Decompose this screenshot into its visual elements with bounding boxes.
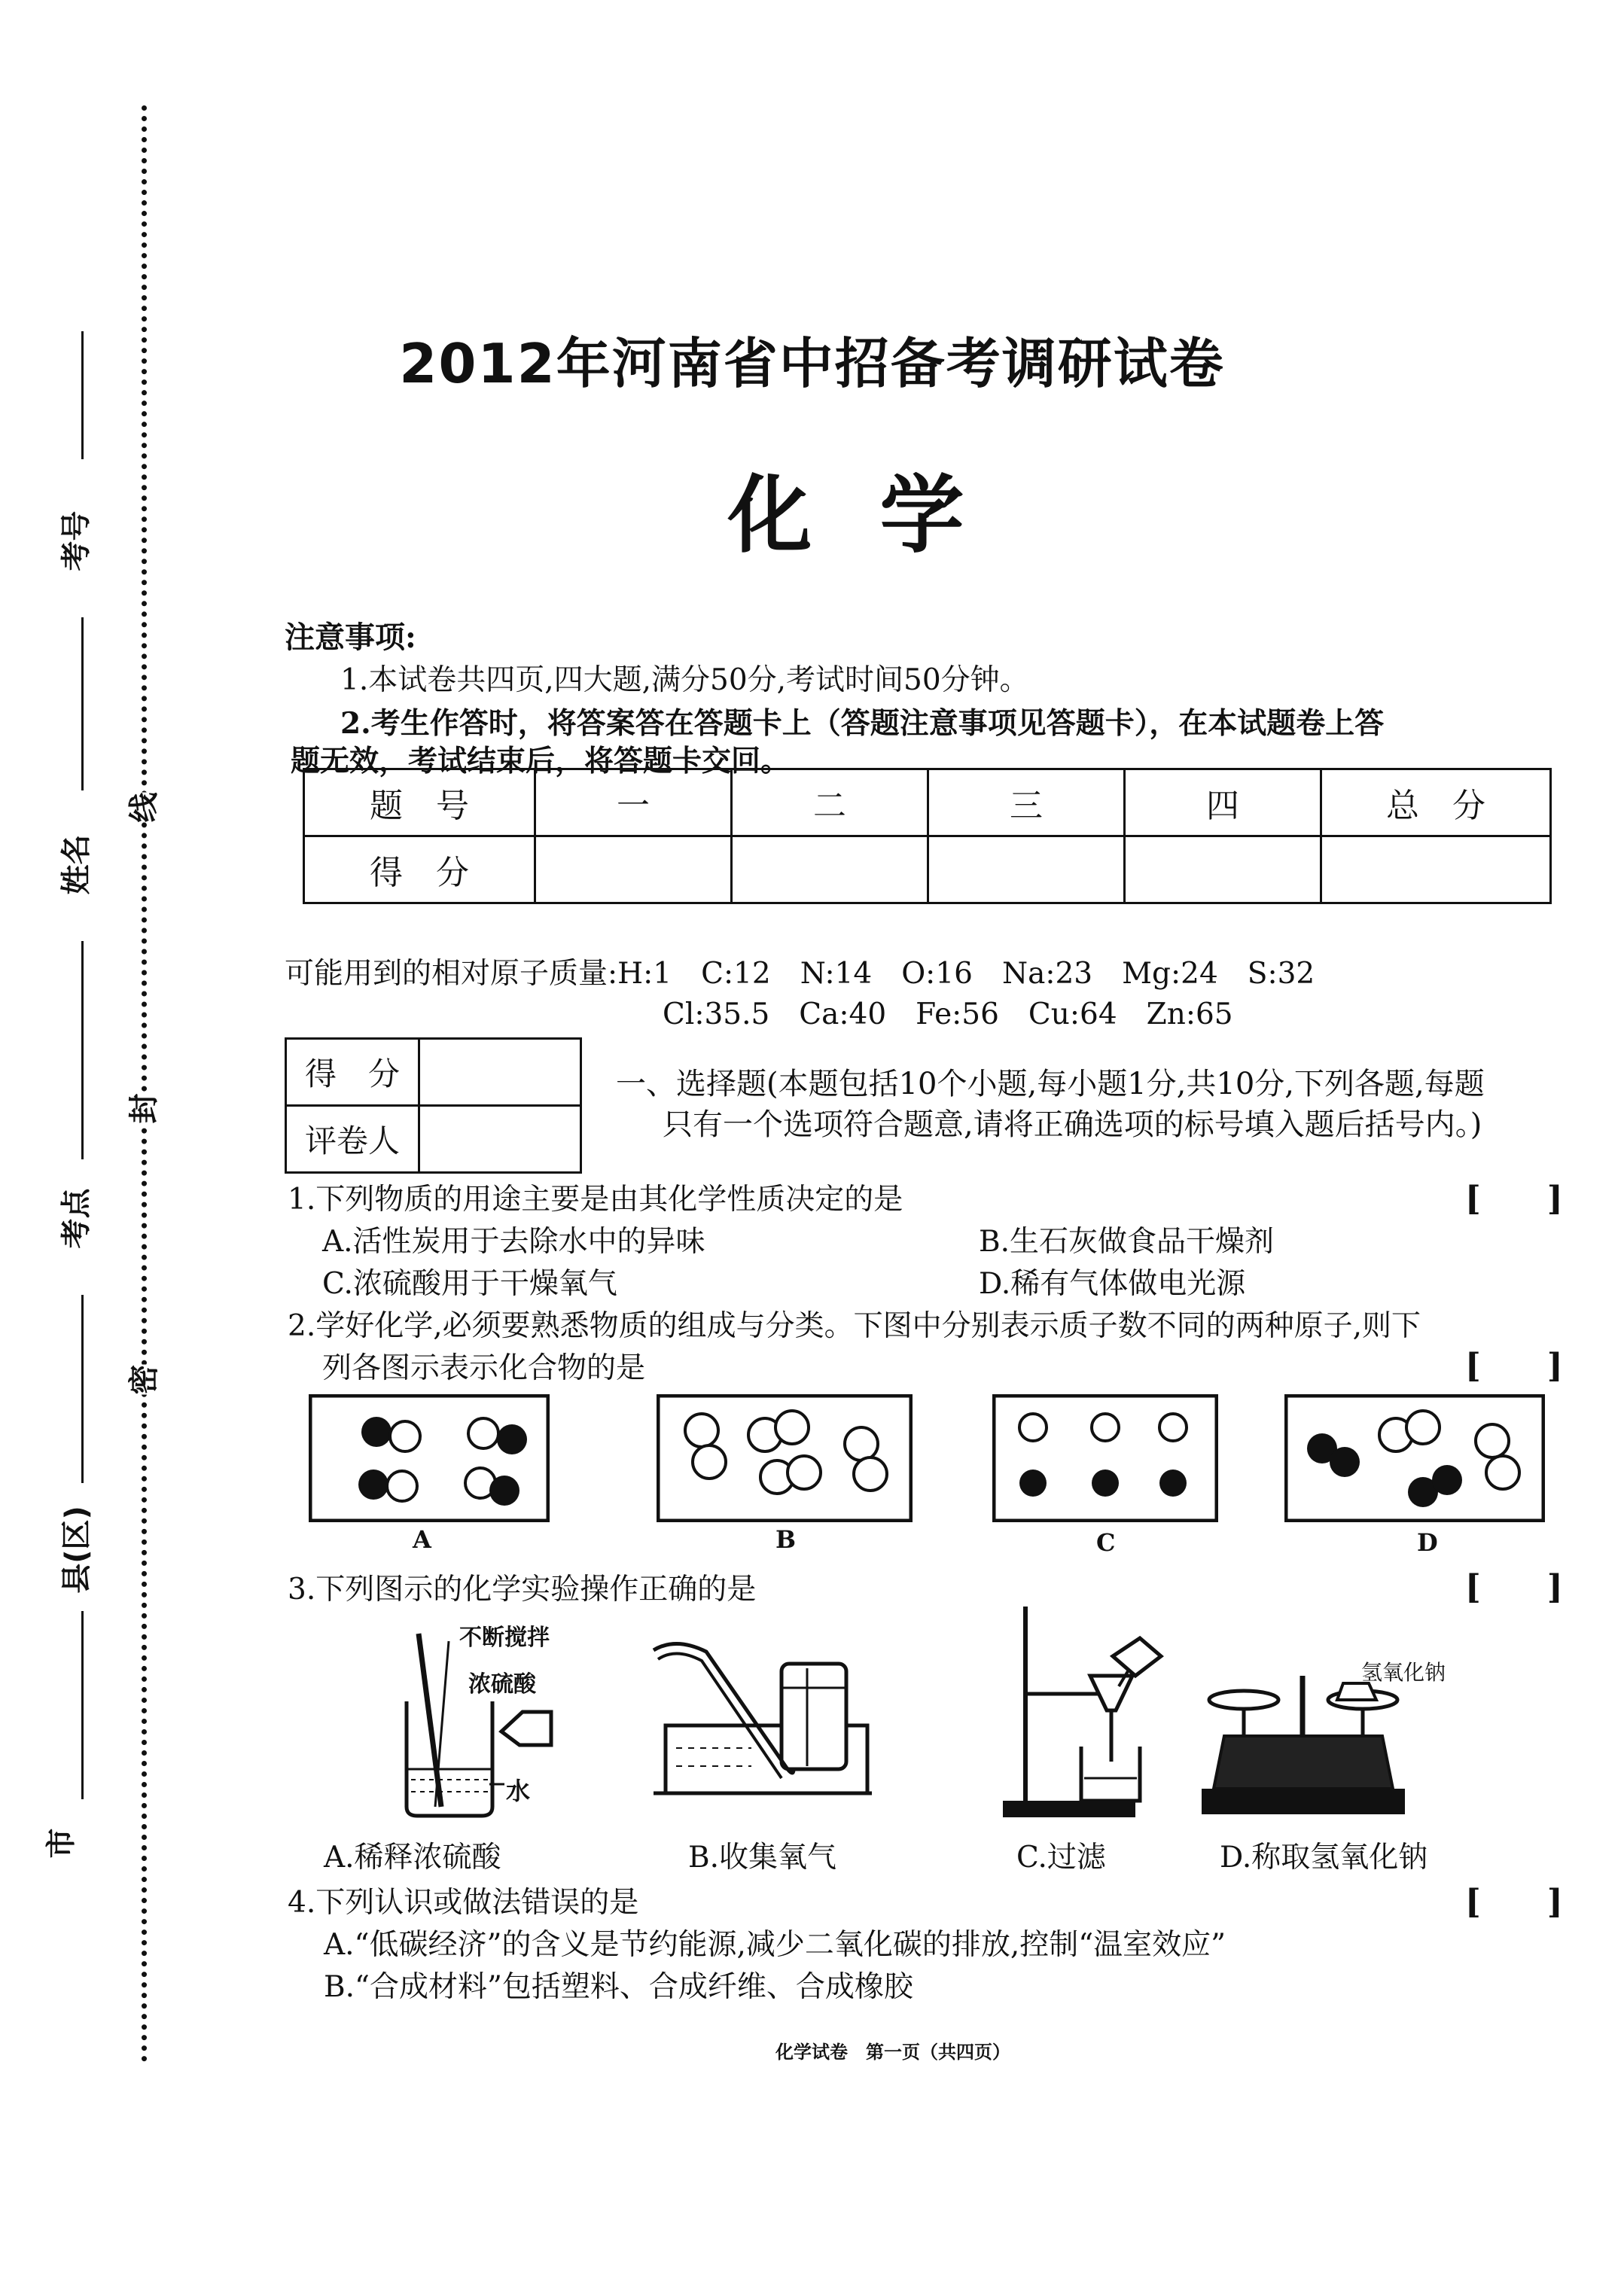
q2-answer-bracket[interactable]: [ ] (1465, 1347, 1563, 1385)
q3-a-note-water: 水 (506, 1777, 531, 1805)
score-input-cell[interactable] (1125, 836, 1321, 903)
q3-option-c: C.过滤 (1016, 1841, 1106, 1875)
q1-option-b: B.生石灰做食品干燥剂 (979, 1225, 1275, 1259)
exam-site-line (81, 941, 84, 1159)
q3-answer-bracket[interactable]: [ ] (1465, 1568, 1563, 1607)
score-input-cell[interactable] (535, 836, 732, 903)
notice-item-2-line1: 2.考生作答时，将答案答在答题卡上（答题注意事项见答题卡），在本试题卷上答 (340, 706, 1385, 741)
page-footer: 化学试卷 第一页（共四页） (775, 2041, 1010, 2063)
q3-stem: 3.下列图示的化学实验操作正确的是 (288, 1573, 757, 1607)
subject-title: 化学 (727, 467, 1032, 565)
score-header-cell: 二 (732, 769, 928, 836)
exam-no-label: 考号 (59, 510, 94, 571)
q3-apparatus-b (646, 1619, 879, 1822)
q2-stem-line1: 2.学好化学,必须要熟悉物质的组成与分类。下图中分别表示质子数不同的两种原子,则下 (288, 1309, 1421, 1343)
atomic-mass-line2: Cl:35.5 Ca:40 Fe:56 Cu:64 Zn:65 (663, 997, 1233, 1031)
line-mark-feng: 封 (117, 1094, 166, 1124)
grader-score-label: 得 分 (286, 1039, 419, 1106)
q2-label-b: B (775, 1525, 797, 1554)
score-header-cell: 三 (928, 769, 1125, 836)
q1-option-c: C.浓硫酸用于干燥氧气 (322, 1267, 617, 1301)
q2-label-c: C (1096, 1528, 1116, 1557)
notice-item-2-line2: 题无效，考试结束后，将答题卡交回。 (291, 744, 791, 778)
q1-option-d: D.稀有气体做电光源 (979, 1267, 1246, 1301)
city-label: 市 (44, 1828, 79, 1859)
section1-heading-line1: 一、选择题(本题包括10个小题,每小题1分,共10分,下列各题,每题 (616, 1067, 1485, 1101)
q2-label-d: D (1417, 1528, 1438, 1557)
score-row-label: 得 分 (304, 836, 535, 903)
score-header-cell: 四 (1125, 769, 1321, 836)
name-label: 姓名 (59, 834, 94, 895)
q4-option-b: B.“合成材料”包括塑料、合成纤维、合成橡胶 (324, 1970, 913, 2004)
score-header-cell: 题 号 (304, 769, 535, 836)
county-line (81, 1295, 84, 1483)
notice-heading: 注意事项: (285, 620, 416, 655)
exam-site-label: 考点 (59, 1188, 94, 1249)
grader-name-label: 评卷人 (286, 1106, 419, 1173)
q1-answer-bracket[interactable]: [ ] (1465, 1180, 1563, 1218)
score-input-cell[interactable] (928, 836, 1125, 903)
q3-apparatus-c (992, 1604, 1211, 1829)
score-header-cell: 一 (535, 769, 732, 836)
name-line (81, 617, 84, 790)
exam-title: 2012年河南省中招备考调研试卷 (399, 332, 1225, 395)
q1-stem: 1.下列物质的用途主要是由其化学性质决定的是 (288, 1183, 903, 1217)
q3-a-note-acid: 浓硫酸 (468, 1671, 536, 1698)
q2-diagram-a (309, 1394, 550, 1522)
county-label: 县(区) (59, 1506, 94, 1594)
q2-diagram-b (657, 1394, 913, 1522)
score-input-cell[interactable] (1321, 836, 1551, 903)
q4-stem: 4.下列认识或做法错误的是 (288, 1886, 639, 1920)
q2-diagram-d (1284, 1394, 1545, 1522)
score-input-cell[interactable] (732, 836, 928, 903)
q4-answer-bracket[interactable]: [ ] (1465, 1883, 1563, 1921)
seal-dotted-line (142, 105, 147, 2063)
q3-d-note-naoh: 氢氧化钠 (1361, 1660, 1446, 1685)
score-header-cell: 总 分 (1321, 769, 1551, 836)
atomic-mass-line1: 可能用到的相对原子质量:H:1 C:12 N:14 O:16 Na:23 Mg:24 S:32 (285, 957, 1315, 991)
city-line (81, 1611, 84, 1799)
grader-table (285, 1037, 582, 1174)
q3-a-note-stir: 不断搅拌 (459, 1625, 550, 1651)
q2-label-a: A (413, 1525, 431, 1554)
q3-option-a: A.稀释浓硫酸 (324, 1841, 501, 1875)
score-table (303, 768, 1552, 904)
notice-item-1: 1.本试卷共四页,四大题,满分50分,考试时间50分钟。 (340, 663, 1029, 697)
line-mark-xian: 线 (117, 793, 166, 823)
section1-heading-line2: 只有一个选项符合题意,请将正确选项的标号填入题后括号内。) (663, 1107, 1482, 1142)
grader-score-cell[interactable] (419, 1039, 581, 1106)
q1-option-a: A.活性炭用于去除水中的异味 (322, 1225, 705, 1259)
q3-option-d: D.称取氢氧化钠 (1220, 1841, 1428, 1875)
q2-stem-line2: 列各图示表示化合物的是 (322, 1351, 646, 1385)
grader-name-cell[interactable] (419, 1106, 581, 1173)
q4-option-a: A.“低碳经济”的含义是节约能源,减少二氧化碳的排放,控制“温室效应” (324, 1928, 1226, 1962)
q3-option-b: B.收集氧气 (688, 1841, 837, 1875)
q2-diagram-c (992, 1394, 1218, 1522)
line-mark-mi: 密 (117, 1365, 166, 1395)
